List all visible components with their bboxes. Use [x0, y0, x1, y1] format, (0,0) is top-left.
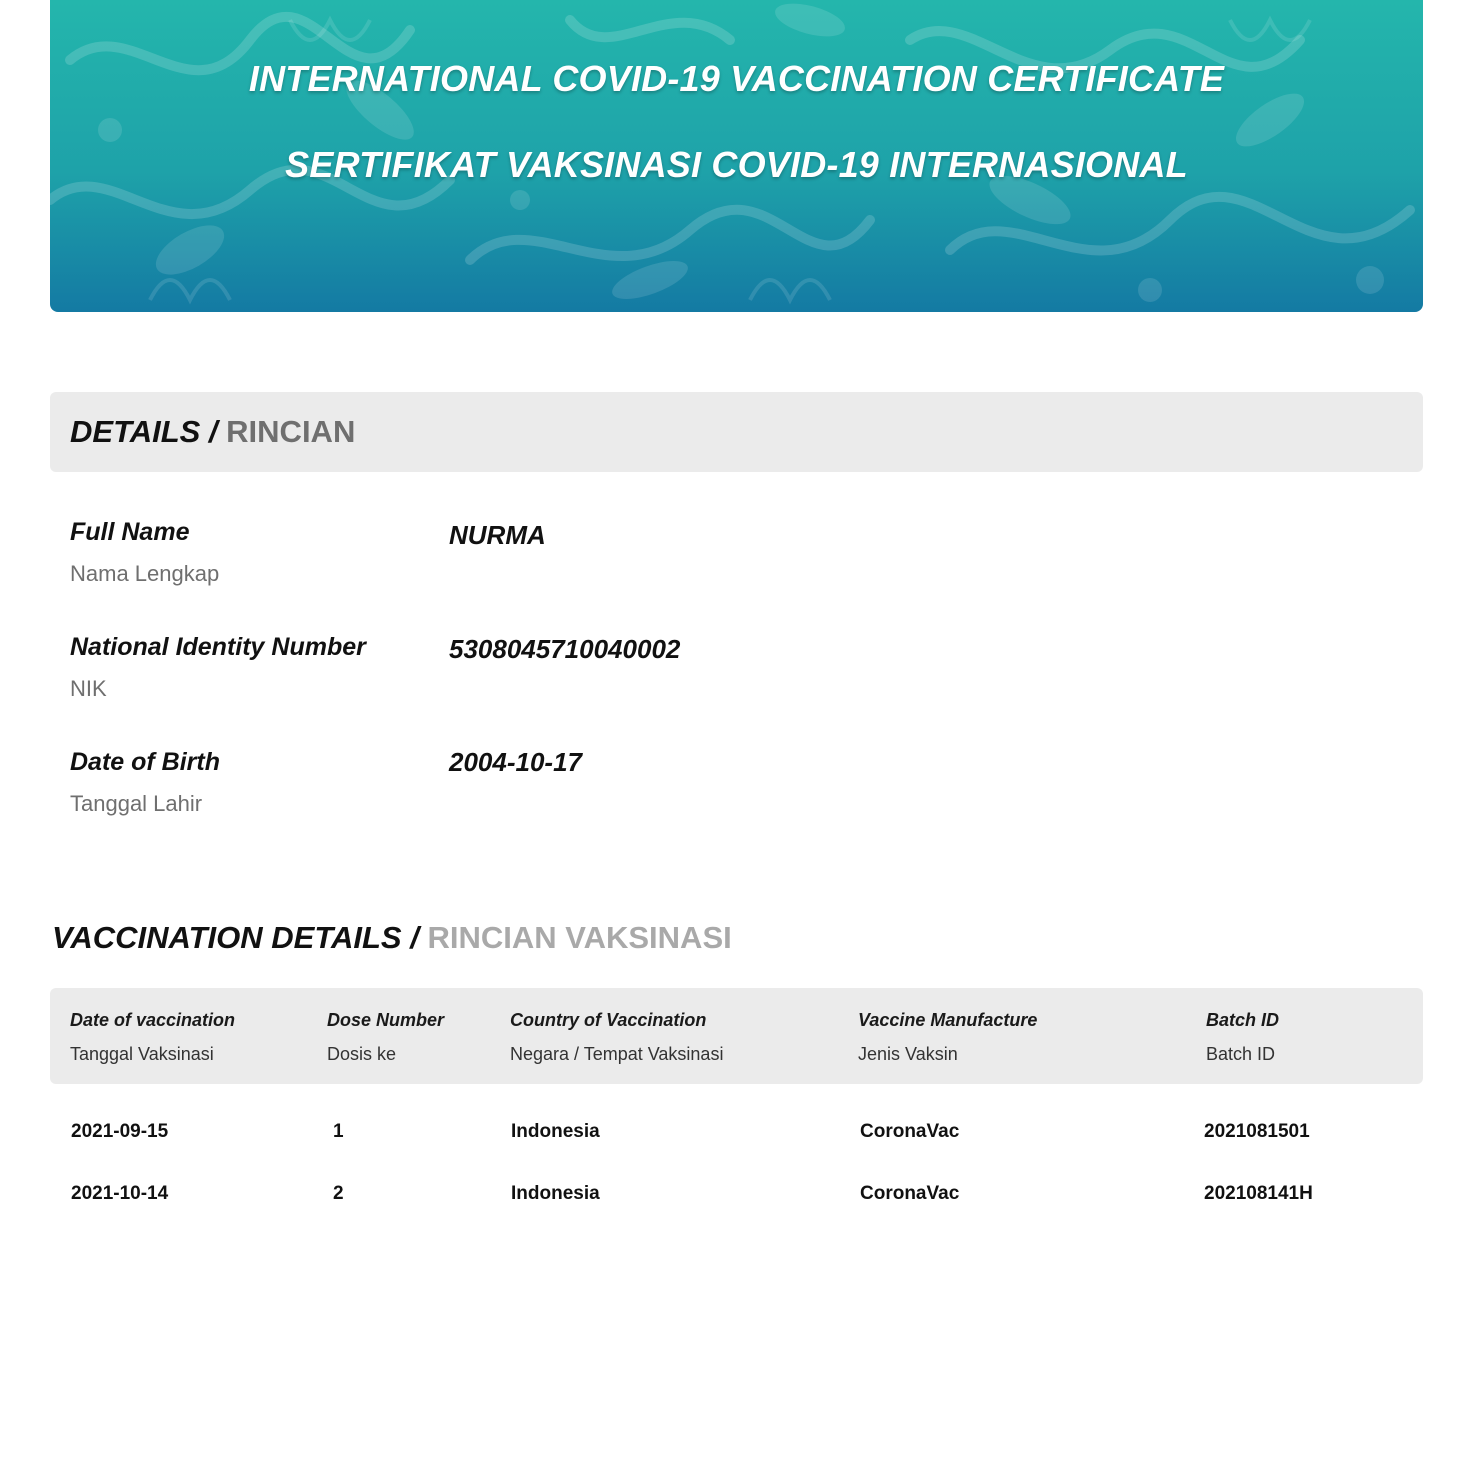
vaccination-table-header — [50, 988, 1423, 1084]
nik-label-group — [70, 633, 430, 702]
dose-number-cell: 2 — [333, 1183, 344, 1204]
vaccination-date-cell: 2021-09-15 — [71, 1121, 169, 1142]
column-header-batch — [1206, 1010, 1279, 1065]
nik-label: National Identity Number — [70, 633, 366, 661]
full-name-label-group — [70, 518, 430, 587]
nik-value: 5308045710040002 — [449, 634, 681, 664]
dob-value: 2004-10-17 — [449, 747, 582, 777]
vaccination-heading-sub: RINCIAN VAKSINASI — [427, 920, 732, 955]
certificate-title-english: INTERNATIONAL COVID-19 VACCINATION CERTIFICATE — [248, 58, 1225, 99]
dob-sublabel: Tanggal Lahir — [70, 791, 203, 816]
details-heading-sub: RINCIAN — [226, 414, 356, 449]
country-cell: Indonesia — [511, 1183, 600, 1204]
full-name-label: Full Name — [70, 518, 190, 546]
column-header-country-id: Negara / Tempat Vaksinasi — [510, 1044, 724, 1064]
table-row — [0, 1121, 1473, 1151]
column-header-dose-id: Dosis ke — [327, 1044, 397, 1064]
vaccine-cell: CoronaVac — [860, 1121, 960, 1142]
details-section-header — [50, 392, 1423, 472]
certificate-title-indonesian: SERTIFIKAT VAKSINASI COVID-19 INTERNASIONAL — [285, 144, 1188, 185]
full-name-value: NURMA — [449, 520, 546, 550]
vaccination-details-heading — [52, 920, 732, 956]
column-header-date — [70, 1010, 235, 1065]
batch-id-cell: 2021081501 — [1204, 1121, 1310, 1142]
batch-id-cell: 202108141H — [1204, 1183, 1313, 1204]
column-header-vaccine-en: Vaccine Manufacture — [858, 1010, 1038, 1030]
column-header-country-en: Country of Vaccination — [510, 1010, 707, 1030]
column-header-vaccine — [858, 1010, 1037, 1065]
column-header-dose-en: Dose Number — [327, 1010, 445, 1030]
column-header-country — [510, 1010, 723, 1065]
dose-number-cell: 1 — [333, 1121, 344, 1142]
details-heading — [70, 414, 355, 450]
vaccination-date-cell: 2021-10-14 — [71, 1183, 169, 1204]
column-header-batch-en: Batch ID — [1206, 1010, 1280, 1030]
full-name-sublabel: Nama Lengkap — [70, 561, 220, 586]
column-header-date-en: Date of vaccination — [70, 1010, 236, 1030]
certificate-banner — [50, 0, 1423, 312]
column-header-date-id: Tanggal Vaksinasi — [70, 1044, 214, 1064]
vaccine-cell: CoronaVac — [860, 1183, 960, 1204]
details-heading-main: DETAILS / — [70, 414, 218, 449]
dob-label-group — [70, 748, 430, 817]
country-cell: Indonesia — [511, 1121, 600, 1142]
table-row — [0, 1183, 1473, 1213]
vaccination-heading-main: VACCINATION DETAILS / — [52, 920, 419, 955]
dob-label: Date of Birth — [70, 748, 220, 776]
column-header-vaccine-id: Jenis Vaksin — [858, 1044, 958, 1064]
column-header-batch-id: Batch ID — [1206, 1044, 1276, 1064]
column-header-dose — [327, 1010, 444, 1065]
nik-sublabel: NIK — [70, 676, 107, 701]
